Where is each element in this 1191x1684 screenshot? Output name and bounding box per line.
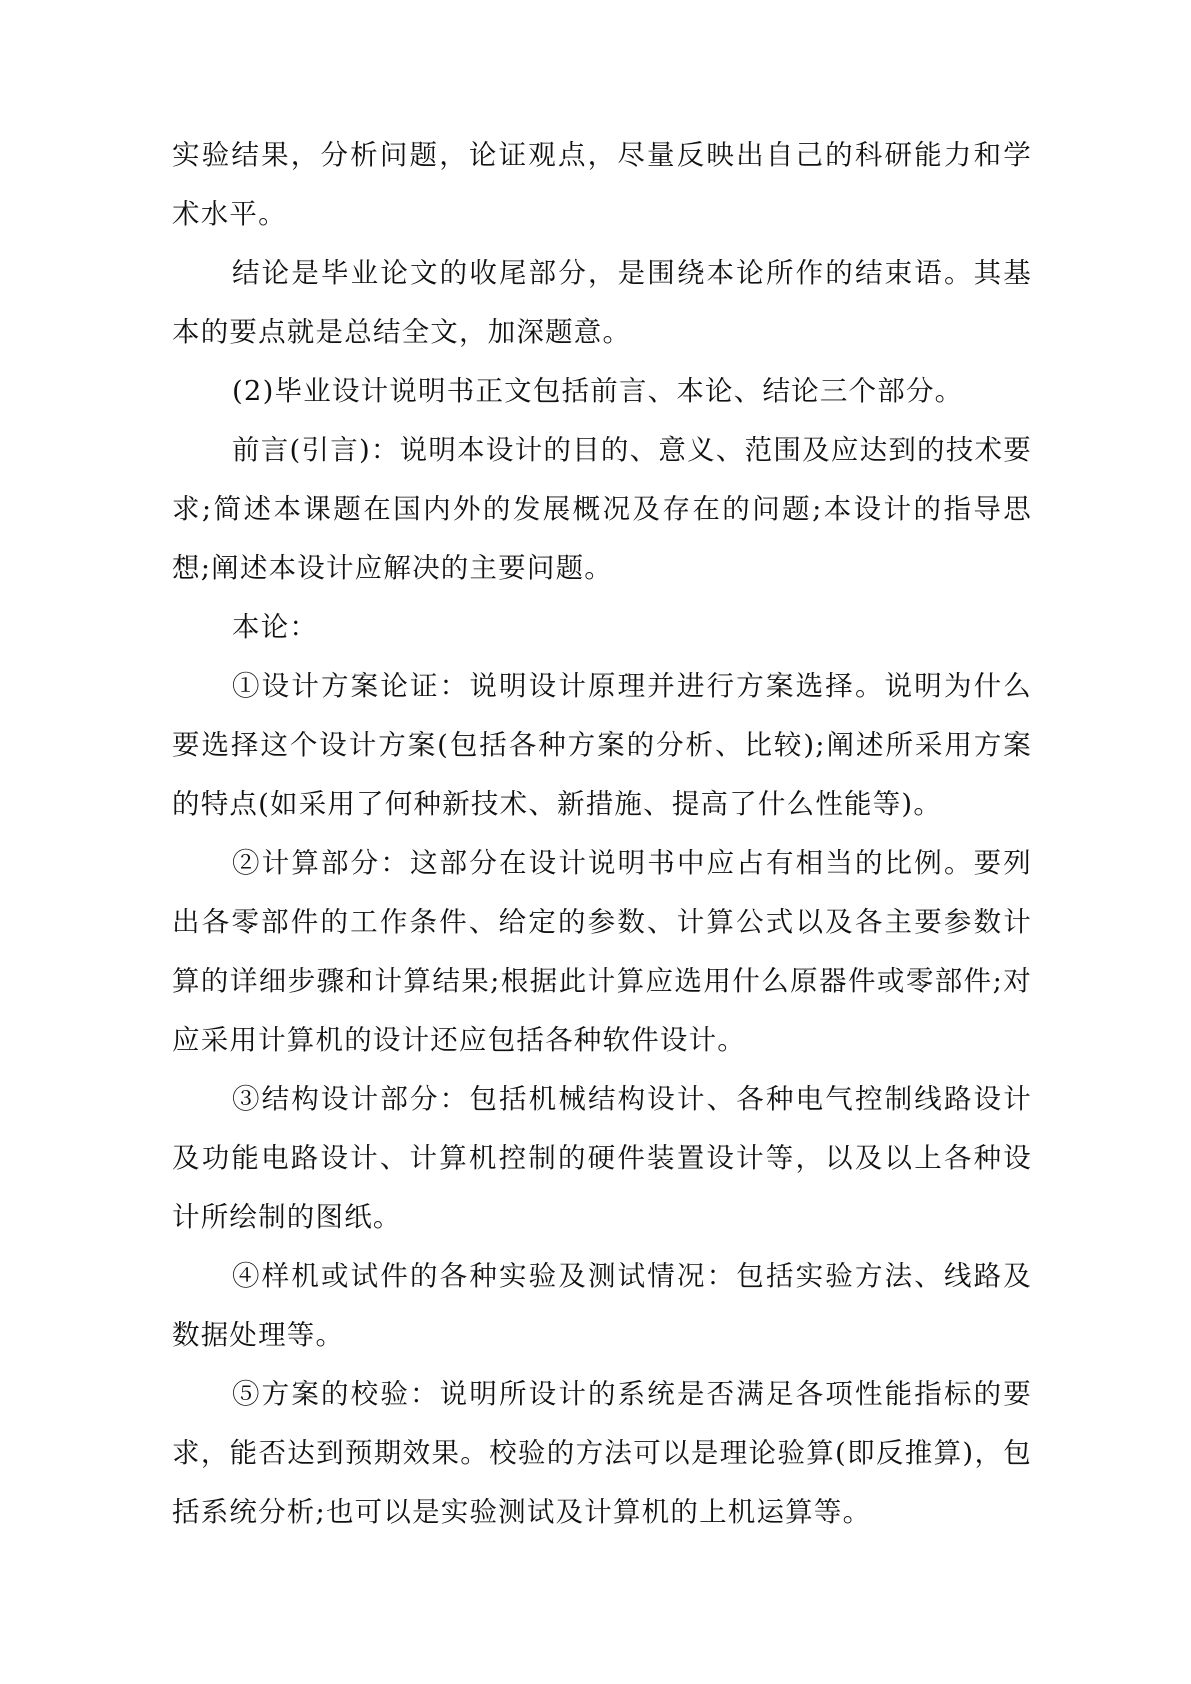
paragraph-design-scheme: ①设计方案论证：说明设计原理并进行方案选择。说明为什么要选择这个设计方案(包括各种方案的分析、比较);阐述所采用方案的特点(如采用了何种新技术、新措施、提高了什么性能等)。 xyxy=(172,670,1032,820)
paragraph-scheme-verification: ⑤方案的校验：说明所设计的系统是否满足各项性能指标的要求，能否达到预期效果。校验的方法可以是理论验算(即反推算)，包括系统分析;也可以是实验测试及计算机的上机运算等。 xyxy=(172,1378,1032,1528)
document-body xyxy=(172,126,1032,1542)
paragraph-prototype-testing: ④样机或试件的各种实验及测试情况：包括实验方法、线路及数据处理等。 xyxy=(172,1260,1032,1351)
paragraph-design-manual: (2)毕业设计说明书正文包括前言、本论、结论三个部分。 xyxy=(232,375,964,407)
paragraph-structure-design: ③结构设计部分：包括机械结构设计、各种电气控制线路设计及功能电路设计、计算机控制的硬件装置设计等，以及以上各种设计所绘制的图纸。 xyxy=(172,1083,1032,1233)
paragraph-continuation: 实验结果，分析问题，论证观点，尽量反映出自己的科研能力和学术水平。 xyxy=(172,139,1032,230)
paragraph-calculation: ②计算部分：这部分在设计说明书中应占有相当的比例。要列出各零部件的工作条件、给定的参数、计算公式以及各主要参数计算的详细步骤和计算结果;根据此计算应选用什么原器件或零部件;对应采用计算机的设计还应包括各种软件设计。 xyxy=(172,847,1032,1056)
paragraph-main-body-heading: 本论： xyxy=(232,611,319,643)
paragraph-preface: 前言(引言)：说明本设计的目的、意义、范围及应达到的技术要求;简述本课题在国内外的发展概况及存在的问题;本设计的指导思想;阐述本设计应解决的主要问题。 xyxy=(172,434,1032,584)
paragraph-conclusion: 结论是毕业论文的收尾部分，是围绕本论所作的结束语。其基本的要点就是总结全文，加深题意。 xyxy=(172,257,1032,348)
